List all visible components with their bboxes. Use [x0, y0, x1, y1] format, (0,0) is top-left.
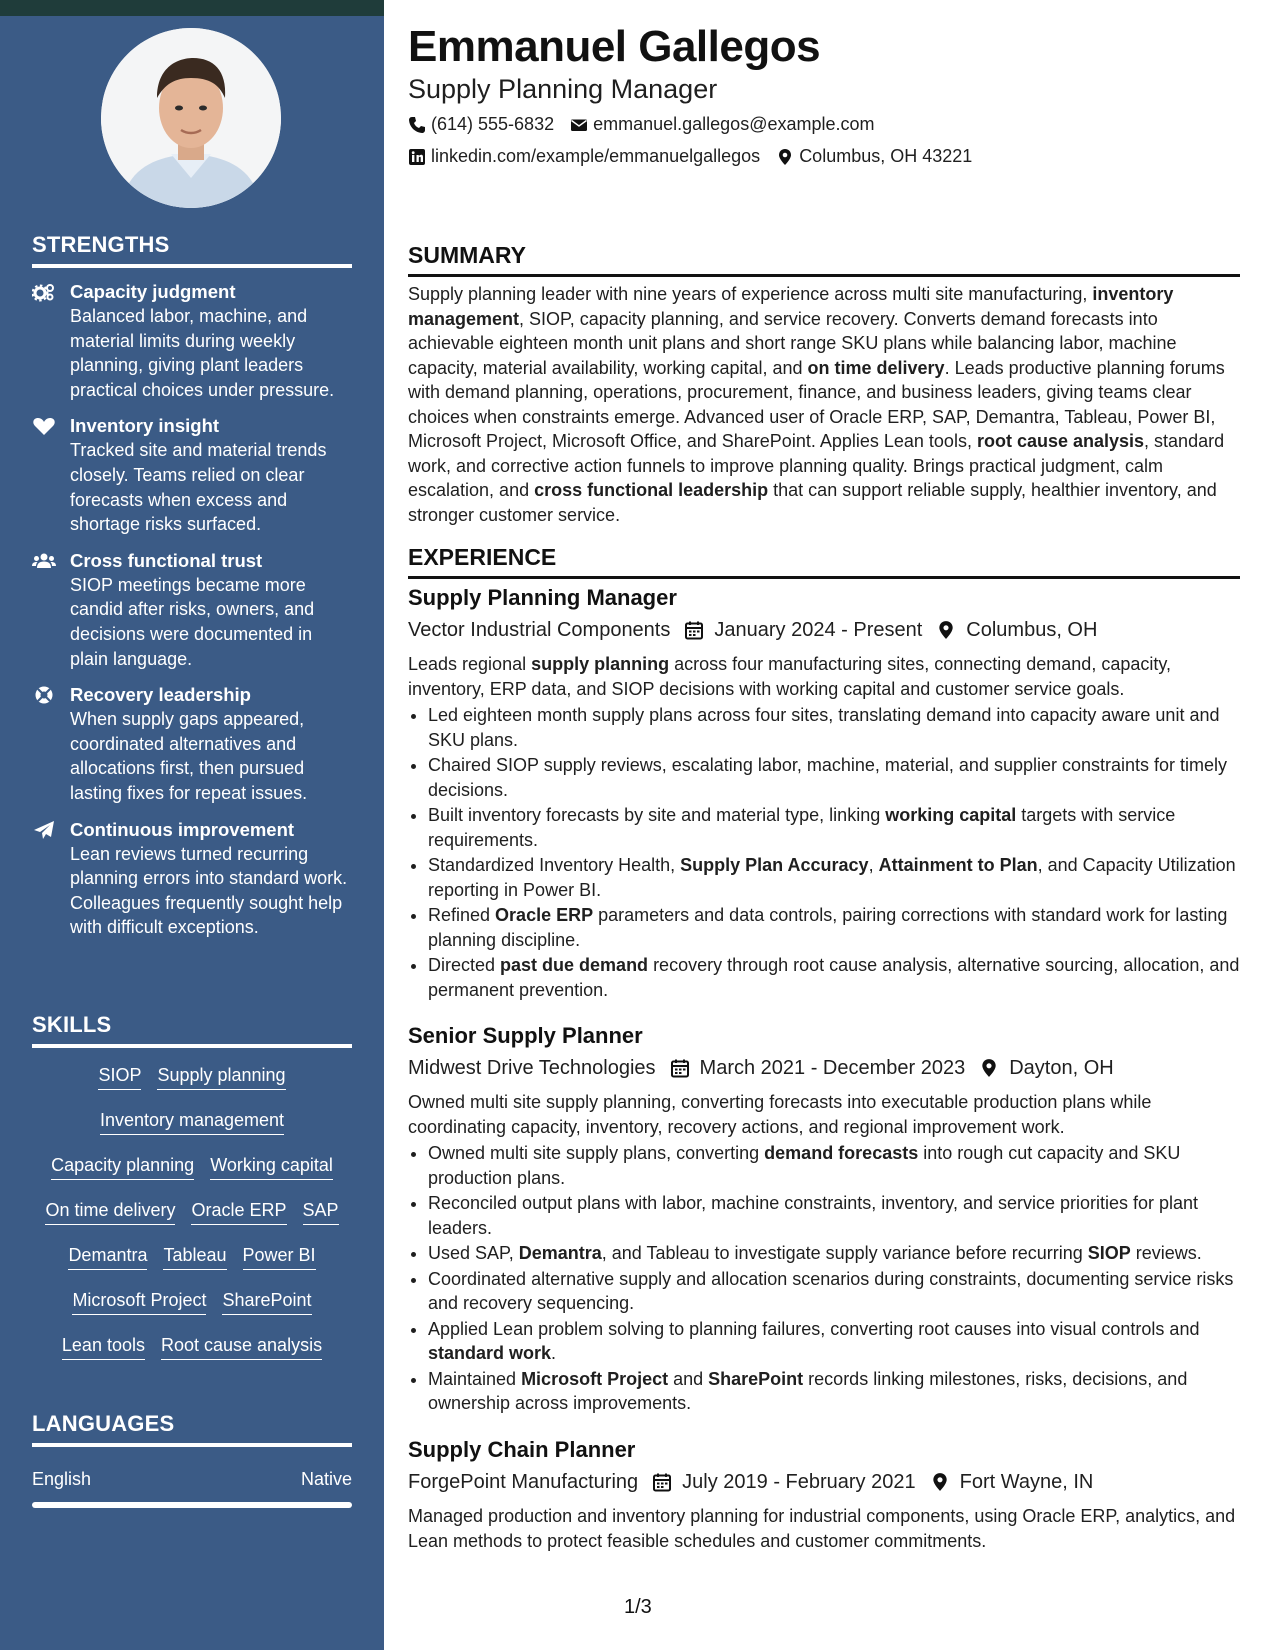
- strength-item: [32, 414, 352, 536]
- job-title: Senior Supply Planner: [408, 1023, 643, 1048]
- summary-heading: SUMMARY: [408, 242, 1240, 277]
- job-company: Vector Industrial Components: [408, 618, 671, 641]
- job-bullets: [408, 1141, 1240, 1416]
- job-bullet: • Refined Oracle ERP parameters and data controls, pairing corrections with standard work for lasting planning discipline.: [428, 903, 1240, 952]
- strength-title: Capacity judgment: [70, 281, 236, 302]
- summary-text: Supply planning leader with nine years of experience across multi site manufacturing, inventory management, SIOP, capacity planning, and service recovery. Converts demand forecasts into achievable eighteen month unit plans and short range SKU plans while balancing labor, machine capacity, material availability, working capital, and on time delivery. Leads productive planning forums with demand planning, operations, procurement, finance, and business leaders, giving teams clear choices when constraints emerge. Advanced user of Oracle ERP, SAP, Demantra, Tableau, Power BI, Microsoft Project, Microsoft Office, and SharePoint. Applies Lean tools, root cause analysis, standard work, and corrective action funnels to improve planning quality. Brings practical judgment, calm escalation, and cross functional leadership that can support reliable supply, healthier inventory, and stronger customer service.: [408, 284, 1225, 525]
- experience-heading: EXPERIENCE: [408, 544, 1240, 579]
- sidebar-top-band: [0, 0, 384, 16]
- skill-tag: Supply planning: [157, 1062, 285, 1090]
- skill-tag: On time delivery: [45, 1197, 175, 1225]
- language-level: Native: [300, 1469, 352, 1489]
- gears-icon: [32, 282, 56, 302]
- calendar-icon: [652, 1472, 672, 1492]
- skill-tag: Demantra: [68, 1242, 147, 1270]
- job-dates: March 2021 - December 2023: [699, 1056, 966, 1079]
- strength-item: [32, 683, 352, 805]
- skills-row: [32, 1107, 352, 1152]
- strength-description: Lean reviews turned recurring planning errors into standard work. Colleagues frequently sought help with difficult exceptions.: [70, 843, 348, 938]
- skills-heading: SKILLS: [32, 1012, 352, 1048]
- users-icon: [32, 551, 56, 571]
- skills-row: [32, 1242, 352, 1287]
- strengths-heading: STRENGTHS: [32, 232, 352, 268]
- skill-tag: Lean tools: [62, 1332, 145, 1360]
- job-bullet: • Owned multi site supply plans, converting demand forecasts into rough cut capacity and SKU production plans.: [428, 1141, 1240, 1190]
- skill-tag: Working capital: [210, 1152, 333, 1180]
- job-entry: [408, 584, 1240, 1003]
- map-pin-icon: [936, 620, 956, 640]
- skill-tag: Power BI: [243, 1242, 316, 1270]
- strength-item: [32, 280, 352, 402]
- skills-row: [32, 1287, 352, 1332]
- skill-tag: Root cause analysis: [161, 1332, 322, 1360]
- job-location: Dayton, OH: [1009, 1056, 1114, 1079]
- languages-heading: LANGUAGES: [32, 1411, 352, 1447]
- skill-tag: SIOP: [98, 1062, 141, 1090]
- phone-icon: [408, 116, 426, 134]
- calendar-icon: [670, 1058, 690, 1078]
- phone-text: (614) 555-6832: [431, 114, 555, 134]
- candidate-name: Emmanuel Gallegos: [408, 22, 821, 71]
- contact-phone: [408, 114, 554, 135]
- strength-title: Inventory insight: [70, 415, 220, 437]
- strength-item: [32, 549, 352, 671]
- job-bullet: • Maintained Microsoft Project and SharePoint records linking milestones, risks, decisions, and ownership across improvements.: [428, 1367, 1240, 1416]
- map-pin-icon: [776, 148, 794, 166]
- skills-row: [32, 1332, 352, 1377]
- job-bullet: • Led eighteen month supply plans across four sites, translating demand into capacity aware unit and SKU plans.: [428, 703, 1240, 752]
- job-bullet: • Applied Lean problem solving to planning failures, converting root causes into visual controls and standard work.: [428, 1317, 1240, 1366]
- strength-title: Recovery leadership: [70, 684, 251, 706]
- skill-tag: Capacity planning: [51, 1152, 194, 1180]
- skills-row: [32, 1062, 352, 1107]
- profile-photo: [101, 28, 281, 208]
- sidebar: [0, 0, 384, 1650]
- location-text: Columbus, OH 43221: [799, 146, 973, 166]
- skill-tag: Inventory management: [100, 1107, 284, 1135]
- job-dates: July 2019 - February 2021: [682, 1470, 916, 1493]
- job-intro: Leads regional supply planning across four manufacturing sites, connecting demand, capacity, inventory, ERP data, and SIOP decisions with working capital and customer service goals.: [408, 654, 1172, 699]
- job-bullet: • Reconciled output plans with labor, machine constraints, inventory, and service priorities for plant leaders.: [428, 1191, 1240, 1240]
- job-bullet: • Standardized Inventory Health, Supply Plan Accuracy, Attainment to Plan, and Capacity Utilization reporting in Power BI.: [428, 853, 1240, 902]
- skill-tag: Oracle ERP: [191, 1197, 286, 1225]
- job-title: Supply Chain Planner: [408, 1437, 636, 1462]
- page-number: 1/3: [624, 1596, 652, 1618]
- language-name: English: [32, 1469, 92, 1489]
- heart-icon: [32, 416, 56, 436]
- map-pin-icon: [930, 1472, 950, 1492]
- job-bullet: • Coordinated alternative supply and allocation scenarios during constraints, documenting service risks and recovery sequencing.: [428, 1267, 1240, 1316]
- paper-plane-icon: [32, 820, 56, 840]
- job-intro: Managed production and inventory planning for industrial components, using Oracle ERP, analytics, and Lean methods to protect feasible schedules and customer commitments.: [408, 1506, 1236, 1551]
- contact-email[interactable]: [570, 114, 874, 135]
- job-company: ForgePoint Manufacturing: [408, 1470, 639, 1493]
- calendar-icon: [684, 620, 704, 640]
- job-bullet: • Directed past due demand recovery through root cause analysis, alternative sourcing, allocation, and permanent prevention.: [428, 953, 1240, 1002]
- job-meta: [408, 1468, 1240, 1496]
- skill-tag: SharePoint: [222, 1287, 311, 1315]
- skill-tag: SAP: [303, 1197, 339, 1225]
- job-bullets: [408, 703, 1240, 1002]
- lifebuoy-icon: [32, 685, 56, 705]
- skills-section: [32, 1012, 352, 1377]
- map-pin-icon: [979, 1058, 999, 1078]
- strength-title: Cross functional trust: [70, 549, 263, 571]
- strength-description: When supply gaps appeared, coordinated alternatives and allocations first, then pursued lasting fixes for repeat issues.: [70, 709, 308, 803]
- strength-description: Balanced labor, machine, and material limits during weekly planning, giving plant leaders practical choices under pressure.: [70, 306, 335, 400]
- job-company: Midwest Drive Technologies: [408, 1056, 656, 1079]
- strength-description: SIOP meetings became more candid after risks, owners, and decisions were documented in plain language.: [70, 574, 315, 669]
- skills-row: [32, 1197, 352, 1242]
- contact-line-2: [408, 146, 972, 167]
- job-meta: [408, 616, 1240, 644]
- linkedin-text: linkedin.com/example/emmanuelgallegos: [431, 146, 761, 166]
- languages-section: [32, 1411, 352, 1508]
- contact-location: [776, 146, 972, 167]
- language-proficiency-bar: [32, 1502, 352, 1508]
- job-meta: [408, 1054, 1240, 1082]
- job-bullet: • Built inventory forecasts by site and material type, linking working capital targets with service requirements.: [428, 803, 1240, 852]
- skill-tag: Microsoft Project: [72, 1287, 206, 1315]
- skills-row: [32, 1152, 352, 1197]
- strength-title: Continuous improvement: [70, 818, 295, 840]
- portrait-image: [101, 28, 281, 208]
- strength-description: Tracked site and material trends closely. Teams relied on clear forecasts when excess and shortage risks surfaced.: [70, 440, 327, 535]
- skills-list: [32, 1062, 352, 1377]
- job-title: Supply Planning Manager: [408, 585, 677, 610]
- job-intro: Owned multi site supply planning, converting forecasts into executable production plans while coordinating capacity, inventory, recovery actions, and regional improvement work.: [408, 1092, 1152, 1137]
- strength-item: [32, 818, 352, 940]
- envelope-icon: [570, 116, 588, 134]
- job-location: Fort Wayne, IN: [959, 1470, 1094, 1493]
- contact-linkedin[interactable]: [408, 146, 760, 167]
- candidate-title: Supply Planning Manager: [408, 74, 718, 104]
- job-entry: [408, 1436, 1240, 1553]
- contact-line-1: [408, 114, 875, 135]
- strengths-section: [32, 232, 352, 940]
- job-entry: [408, 1022, 1240, 1417]
- job-bullet: • Chaired SIOP supply reviews, escalating labor, machine, material, and supplier constraints for timely decisions.: [428, 753, 1240, 802]
- job-dates: January 2024 - Present: [714, 618, 923, 641]
- linkedin-icon: [408, 148, 426, 166]
- skill-tag: Tableau: [163, 1242, 226, 1270]
- job-location: Columbus, OH: [966, 618, 1098, 641]
- job-bullet: • Used SAP, Demantra, and Tableau to investigate supply variance before recurring SIOP reviews.: [428, 1241, 1240, 1266]
- email-text: emmanuel.gallegos@example.com: [593, 114, 875, 134]
- language-item: [32, 1469, 352, 1490]
